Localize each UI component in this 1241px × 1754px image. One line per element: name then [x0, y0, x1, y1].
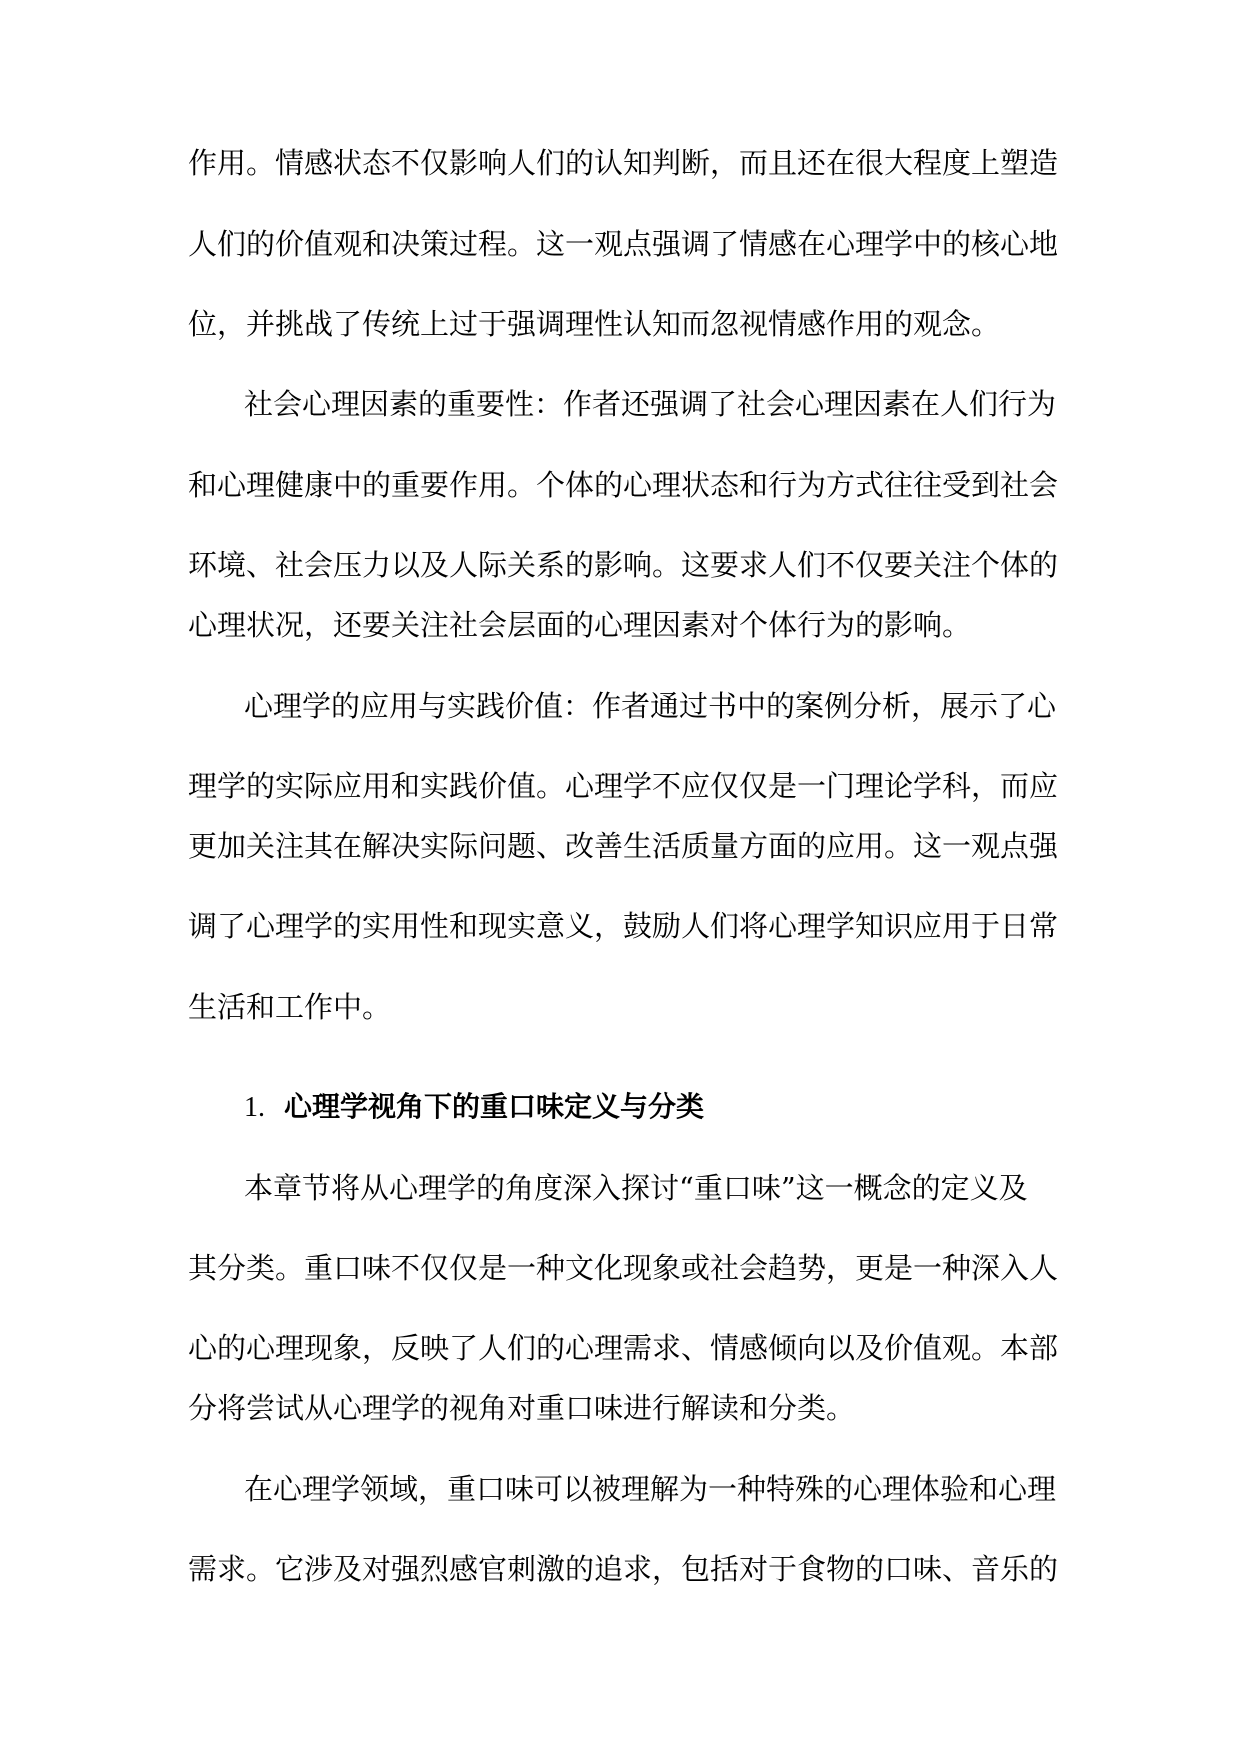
paragraph-1-line-2: 人们的价值观和决策过程。这一观点强调了情感在心理学中的核心地 [188, 227, 1059, 261]
paragraph-2-line-3: 环境、社会压力以及人际关系的影响。这要求人们不仅要关注个体的 [188, 548, 1059, 582]
paragraph-4-line-4: 分将尝试从心理学的视角对重口味进行解读和分类。 [188, 1391, 856, 1425]
paragraph-2-line-1: 社会心理因素的重要性：作者还强调了社会心理因素在人们行为 [244, 387, 1057, 421]
paragraph-3-line-3: 更加关注其在解决实际问题、改善生活质量方面的应用。这一观点强 [188, 829, 1059, 863]
paragraph-4-line-1: 本章节将从心理学的角度深入探讨“重口味”这一概念的定义及 [244, 1171, 1028, 1205]
paragraph-2-line-2: 和心理健康中的重要作用。个体的心理状态和行为方式往往受到社会 [188, 468, 1059, 502]
paragraph-1-line-1: 作用。情感状态不仅影响人们的认知判断，而且还在很大程度上塑造 [188, 146, 1059, 180]
paragraph-3-line-4: 调了心理学的实用性和现实意义，鼓励人们将心理学知识应用于日常 [188, 909, 1059, 943]
paragraph-4-line-2: 其分类。重口味不仅仅是一种文化现象或社会趋势，更是一种深入人 [188, 1251, 1059, 1285]
paragraph-3-line-5: 生活和工作中。 [188, 990, 392, 1024]
paragraph-2-line-4: 心理状况，还要关注社会层面的心理因素对个体行为的影响。 [188, 608, 972, 642]
paragraph-4-line-3: 心的心理现象，反映了人们的心理需求、情感倾向以及价值观。本部 [188, 1331, 1059, 1365]
paragraph-5-line-2: 需求。它涉及对强烈感官刺激的追求，包括对于食物的口味、音乐的 [188, 1552, 1059, 1586]
section-number: 1. [244, 1092, 265, 1123]
paragraph-3-line-1: 心理学的应用与实践价值：作者通过书中的案例分析，展示了心 [244, 689, 1057, 723]
paragraph-5-line-1: 在心理学领域，重口味可以被理解为一种特殊的心理体验和心理 [244, 1472, 1057, 1506]
section-title: 心理学视角下的重口味定义与分类 [284, 1090, 705, 1123]
paragraph-3-line-2: 理学的实际应用和实践价值。心理学不应仅仅是一门理论学科，而应 [188, 769, 1059, 803]
paragraph-1-line-3: 位，并挑战了传统上过于强调理性认知而忽视情感作用的观念。 [188, 307, 1001, 341]
section-heading [244, 1087, 704, 1128]
